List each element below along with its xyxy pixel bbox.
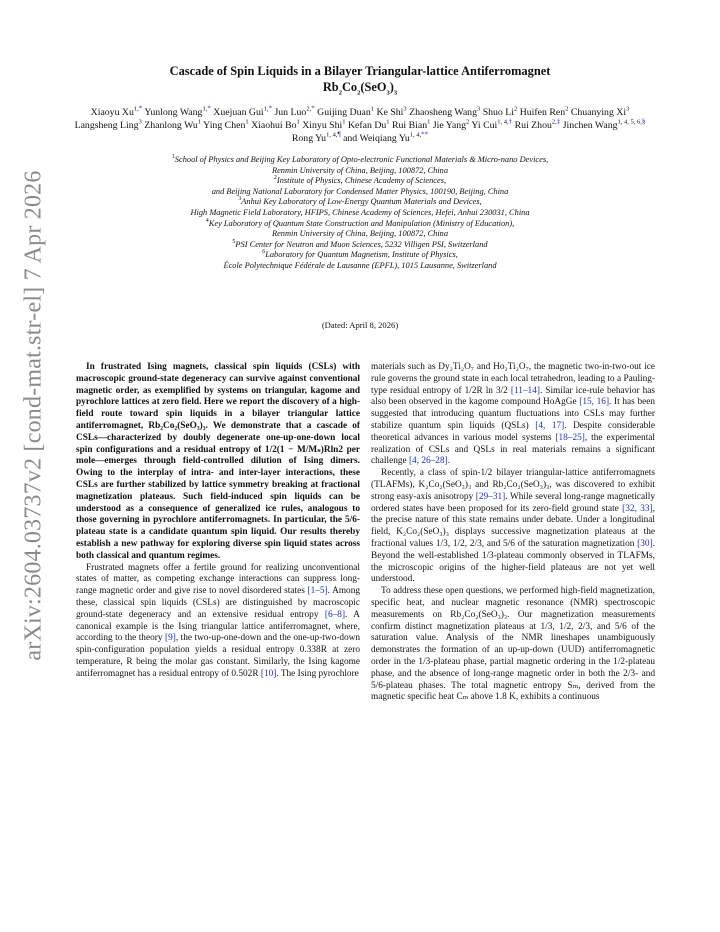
affiliation-line xyxy=(72,187,648,198)
affiliation-text: PSI Center for Neutron and Muon Sciences, 5232 Villigen PSI, Switzerland xyxy=(235,239,488,249)
body-paragraph xyxy=(371,468,655,586)
author xyxy=(571,107,630,118)
author-name: Zhaosheng Wang xyxy=(409,107,477,118)
author-affiliation-number: 2 xyxy=(514,105,518,113)
author-name: Ying Chen xyxy=(203,120,246,131)
author-name: Xiaohui Bo xyxy=(251,120,297,131)
paragraph-text: . A canonical example is the Ising triangular lattice antiferromagnet, where, according to the theory xyxy=(76,609,360,644)
author-list xyxy=(72,106,648,145)
author-affiliation-number: 2 xyxy=(466,118,470,126)
affiliation-text: Renmin University of China, Beijing, 100872, China xyxy=(271,165,449,175)
author-name: Xiaoyu Xu xyxy=(90,107,134,118)
author-affiliation-number: 2, xyxy=(306,105,312,113)
author-name: Guijing Duan xyxy=(317,107,371,118)
author xyxy=(471,117,513,131)
author-name: and Weiqiang Yu xyxy=(343,133,410,144)
paragraph-text: . Similar ice-rule behavior has also been observed in the kagome compound HoAgGe xyxy=(371,385,655,408)
author-affiliation-number: 2, xyxy=(551,118,557,126)
affiliation-text: Renmin University of China, Beijing, 100872, China xyxy=(271,229,449,239)
author-affiliation-number: 1, 4, 5, 6, xyxy=(617,118,642,126)
author-name: Huifen Ren xyxy=(519,107,566,118)
paragraph-text: , the two-up-one-down and the one-up-two-down spin-configuration population yields a residual entropy 0.338R at zero temperature, R being the molar gas constant. Similarly, the Ising kagome antiferromagnet has a residual entropy of 0.502R xyxy=(76,633,360,679)
author xyxy=(251,120,300,131)
author xyxy=(376,107,406,118)
citation-link[interactable]: [18–25] xyxy=(555,432,585,443)
author-affiliation-number: 1 xyxy=(370,105,374,113)
paragraph-text: . Among these, classical spin liquids (CSLs) are distinguished by macroscopic ground-state degeneracy and an extensive residual entropy xyxy=(76,586,360,620)
paragraph-text: , the experimental realization of CSLs and QSLs in real materials remains a significant challenge xyxy=(371,432,655,467)
author-affiliation-number: 3 xyxy=(476,105,481,113)
affiliation-line xyxy=(72,229,648,240)
citation-link[interactable]: [32, 33] xyxy=(622,503,653,514)
author xyxy=(213,104,273,118)
author xyxy=(274,104,315,118)
author-footnote-mark[interactable]: * xyxy=(268,104,273,113)
body-paragraph xyxy=(371,586,655,704)
title-line: Cascade of Spin Liquids in a Bilayer Triangular-lattice Antiferromagnet xyxy=(169,64,551,78)
author xyxy=(348,120,390,131)
author-affiliation-number: 3 xyxy=(138,118,142,126)
affiliation-number: 3 xyxy=(238,196,242,203)
author-affiliation-number: 3 xyxy=(403,105,407,113)
citation-link[interactable]: [1–5] xyxy=(307,586,328,597)
paragraph-text: Recently, a class of spin-1/2 bilayer triangular-lattice antiferromagnets (TLAFMs), K₂Co₂(SeO₃)₃ and Rb₂Co₂(SeO₃)₃, was discovered to exhibit strong easy-axis anisotropy xyxy=(371,468,655,502)
arxiv-stamp xyxy=(12,169,56,661)
author-affiliation-number: 1, xyxy=(133,105,139,113)
affiliation-number: 6 xyxy=(262,249,266,256)
affiliation-line xyxy=(72,197,648,208)
author xyxy=(343,130,429,144)
affiliation-text: École Polytechnique Fédérale de Lausanne (EPFL), 1015 Lausanne, Switzerland xyxy=(223,260,497,270)
author-name: Chuanying Xi xyxy=(570,107,627,118)
affiliation-line xyxy=(72,176,648,187)
affiliation-number: 4 xyxy=(205,217,209,224)
author xyxy=(409,107,480,118)
affiliation-number: 2 xyxy=(273,175,277,182)
paragraph-text: . xyxy=(447,456,451,467)
affiliation-text: Anhui Key Laboratory of Low-Energy Quantum Materials and Devices, xyxy=(241,197,482,207)
paragraph-text: To address these open questions, we performed high-field magnetization, specific heat, and nuclear magnetic resonance (NMR) spectroscopic measurements on Rb₂Co₂(SeO₃)₃. Our magnetization measurements confirm distinct magnetization plateaus at 1/3, 1/2, 2/3, and 5/6 of the saturation value. Analysis of the NMR lineshapes unambiguously demonstrates the formation of an up-up-down (UUD) antiferromagnetic order in the 1/3-plateau phase, partial magnetic ordering in the 1/2-plateau phase, and the absence of long-range magnetic order in both the 2/3- and 5/6-plateau phases. The total magnetic entropy Sₘ, derived from the magnetic specific heat Cₘ above 1.8 K, exhibits a continuous xyxy=(371,586,655,703)
intro-paragraph xyxy=(76,563,360,681)
author-affiliation-number: 1 xyxy=(386,118,390,126)
author-affiliation-number: 1 xyxy=(342,118,346,126)
author-footnote-mark[interactable]: † xyxy=(508,117,513,126)
author-affiliation-number: 2 xyxy=(565,105,569,113)
author-affiliation-number: 1, 4, xyxy=(497,118,509,126)
author-affiliation-number: 1, 4, xyxy=(326,131,338,139)
arxiv-stamp-text: arXiv:2604.03737v2 [cond-mat.str-el] 7 Apr 2026 xyxy=(20,169,47,661)
author xyxy=(203,120,248,131)
author-name: Jinchen Wang xyxy=(562,120,618,131)
author-affiliation-number: 3 xyxy=(626,105,630,113)
author-footnote-mark[interactable]: * xyxy=(311,104,315,113)
citation-link[interactable]: [30] xyxy=(637,538,653,549)
affiliation-line xyxy=(72,250,648,261)
author-name: Xinyu Shi xyxy=(302,120,343,131)
author-name: Langsheng Ling xyxy=(74,120,139,131)
author xyxy=(562,117,646,131)
author xyxy=(302,120,345,131)
left-column xyxy=(76,362,360,681)
paragraph-text: . Despite considerable theoretical advances in various model systems xyxy=(371,420,655,443)
author-affiliation-number: 1 xyxy=(427,118,431,126)
author xyxy=(433,120,469,131)
affiliation-text: Key Laboratory of Quantum State Construction and Manipulation (Ministry of Education), xyxy=(208,218,515,228)
citation-link[interactable]: [4, 17] xyxy=(535,420,565,431)
author-affiliation-number: 1, xyxy=(263,105,269,113)
author xyxy=(144,120,201,131)
author xyxy=(514,117,561,131)
paragraph-text: . The Ising pyrochlore xyxy=(276,668,359,679)
author-name: Xuejuan Gui xyxy=(213,107,264,118)
abstract: In frustrated Ising magnets, classical spin liquids (CSLs) with macroscopic ground-state degeneracy can survive against conventional magnetic order, as exemplified by systems on triangular, kagome and pyrochlore lattices at zero field. Here we report the discovery of a high-field route toward spin liquids in a bilayer triangular lattice antiferromagnet, Rb₂Co₂(SeO₃)₃. We demonstrate that a cascade of CSLs—characterized by doubly degenerate one-up-one-down local spin configurations and a residual entropy of 1/2(1 − M/Mₛ)Rln2 per mole—emerges through field-controlled dilution of Ising dimers. Owing to the interplay of intra- and inter-layer interactions, these CSLs are further stabilized by lattice symmetry breaking at fractional magnetization plateaus. Such field-induced spin liquids can be understood as a consequence of generalized ice rules, analogous to those governing in pyrochlore antiferromagnets. In particular, the 5/6-plateau state is a candidate quantum spin liquid. Our results thereby establish a new pathway for exploring diverse spin liquid states across both classical and quantum regimes. xyxy=(76,362,360,561)
affiliation-text: High Magnetic Field Laboratory, HFIPS, Chinese Academy of Sciences, Hefei, Anhui 230031, China xyxy=(190,207,530,217)
author-name: Rui Bian xyxy=(392,120,428,131)
citation-link[interactable]: [11–14] xyxy=(510,385,540,396)
author-name: Shuo Li xyxy=(482,107,514,118)
affiliations xyxy=(72,155,648,272)
author-name: Yunlong Wang xyxy=(144,107,203,118)
author-affiliation-number: 1 xyxy=(296,118,300,126)
paragraph-text: , the precise nature of this state remains under debate. Under a longitudinal field, K₂Co₂(SeO₃)₃ displays successive magnetization plateaus at the fractional values 1/3, 1/2, 2/3, and 5/6 of the saturation magnetization xyxy=(371,503,655,549)
author xyxy=(483,107,518,118)
paragraph-text: Frustrated magnets offer a fertile ground for realizing unconventional states of matter, as competing exchange interactions can suppress long-range magnetic order and give rise to novel disordered states xyxy=(76,562,360,597)
right-column xyxy=(371,362,655,704)
paragraph-text: . While several long-range magnetically ordered states have been proposed for its zero-field ground state xyxy=(371,491,655,514)
author-name: Rong Yu xyxy=(291,133,327,144)
affiliation-line xyxy=(72,219,648,230)
author xyxy=(291,130,341,144)
affiliation-line xyxy=(72,155,648,166)
affiliation-text: and Beijing National Laboratory for Condensed Matter Physics, 100190, Beijing, China xyxy=(211,186,509,196)
affiliation-text: School of Physics and Beijing Key Laboratory of Opto-electronic Functional Materials & Micro-nano Devices, xyxy=(174,155,549,164)
citation-link[interactable]: [6–8] xyxy=(324,609,346,620)
affiliation-line xyxy=(72,208,648,219)
author-affiliation-number: 1, xyxy=(202,105,208,113)
citation-link[interactable]: [29–31] xyxy=(475,491,506,502)
body-paragraph xyxy=(371,362,655,468)
author xyxy=(75,120,142,131)
author xyxy=(317,107,374,118)
author-name: Rui Zhou xyxy=(514,120,552,131)
author-affiliation-number: 1, 4, xyxy=(409,131,422,139)
author-footnote-mark[interactable]: ‡ xyxy=(556,117,561,126)
author-footnote-mark[interactable]: ¶ xyxy=(337,130,341,139)
affiliation-number: 5 xyxy=(232,238,236,245)
paragraph-text: materials such as Dy₂Ti₂O₇ and Ho₂Ti₂O₇, the magnetic two-in-two-out ice rule governs the ground state in each local tetrahedron, leading to a Pauling-type residual entropy of 1/2R ln 3/2 xyxy=(371,362,655,396)
author-footnote-mark[interactable]: § xyxy=(641,117,646,126)
citation-link[interactable]: [15, 16] xyxy=(579,397,610,408)
author xyxy=(392,120,430,131)
author-name: Yi Cui xyxy=(471,120,498,131)
author xyxy=(520,107,569,118)
author-footnote-mark[interactable]: * xyxy=(138,104,143,113)
dated-line: (Dated: April 8, 2026) xyxy=(321,320,399,330)
author-footnote-mark[interactable]: ** xyxy=(421,130,429,139)
paragraph-text: . Beyond the well-established 1/3-plateau commonly observed in TLAFMs, the microscopic origins of the higher-field plateaus are not yet well understood. xyxy=(371,538,655,585)
affiliation-number: 1 xyxy=(171,154,175,161)
author-affiliation-number: 1 xyxy=(197,118,202,126)
citation-link[interactable]: [9] xyxy=(164,633,176,644)
author-affiliation-number: 1 xyxy=(245,118,249,126)
affiliation-text: Institute of Physics, Chinese Academy of Sciences, xyxy=(276,176,447,186)
citation-link[interactable]: [4, 26–28] xyxy=(408,456,448,467)
author xyxy=(90,104,143,118)
author-name: Zhanlong Wu xyxy=(144,120,198,131)
paper-title xyxy=(70,63,650,95)
author-name: Ke Shi xyxy=(376,107,404,118)
author-name: Jie Yang xyxy=(432,120,467,131)
affiliation-line xyxy=(72,261,648,272)
author-name: Kefan Du xyxy=(347,120,387,131)
author xyxy=(144,104,211,118)
affiliation-line xyxy=(72,240,648,251)
affiliation-line xyxy=(72,166,648,177)
affiliation-text: Laboratory for Quantum Magnetism, Institute of Physics, xyxy=(265,250,458,260)
author-name: Jun Luo xyxy=(274,107,307,118)
title-formula: $Rb_2Co_2(SeO_3)_3$ xyxy=(322,80,398,97)
paragraph-text: . It has been suggested that introducing quantum fluctuations into CSLs may further stabilize quantum spin liquids (QSLs) xyxy=(371,397,655,431)
author-footnote-mark[interactable]: * xyxy=(207,104,211,113)
citation-link[interactable]: [10] xyxy=(260,668,277,679)
